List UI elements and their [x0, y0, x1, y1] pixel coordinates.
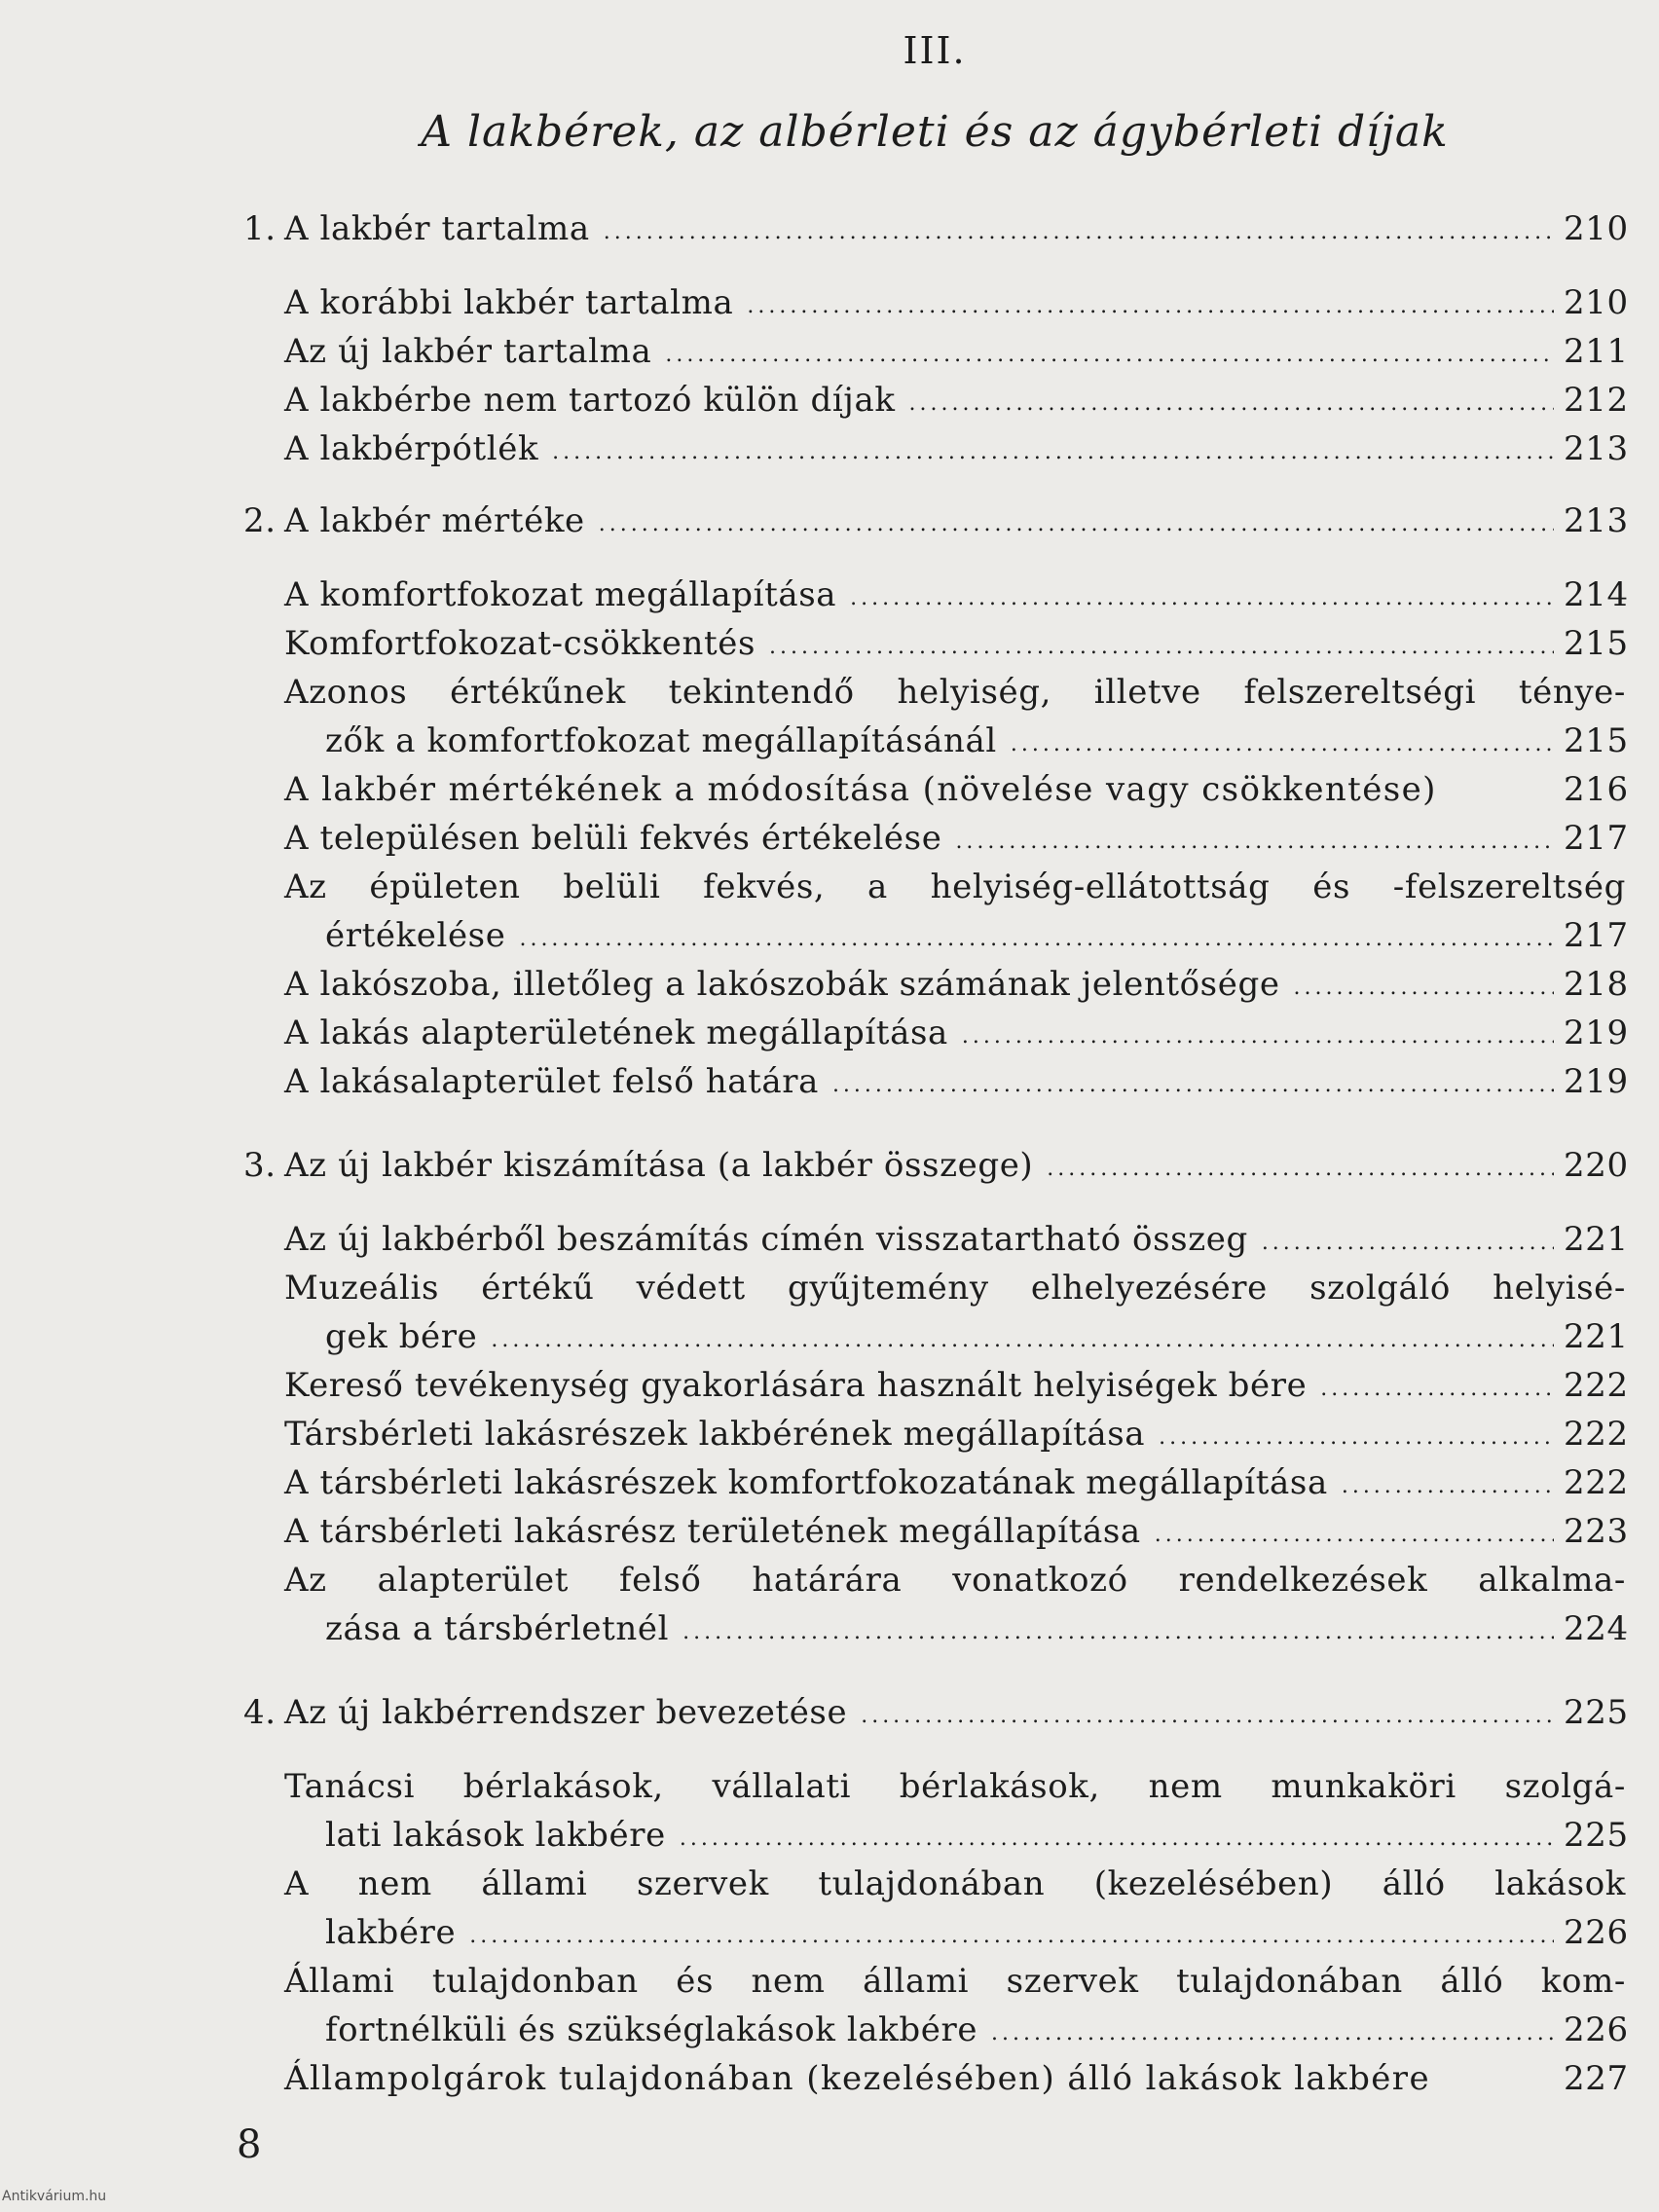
entry-title: zők a komfortfokozat megállapításánál [325, 721, 997, 760]
page-ref: 227 [1564, 2059, 1629, 2098]
toc-entry-line1: Az alapterület felső határára vonatkozó rendelkezések alkalma- [284, 1561, 1626, 1600]
dot-leader [1262, 1233, 1554, 1254]
dot-leader [909, 393, 1554, 415]
entry-title: A korábbi lakbér tartalma [284, 283, 734, 322]
page-ref: 224 [1564, 1609, 1629, 1648]
entry-title: zása a társbérletnél [325, 1609, 670, 1648]
page-ref: 223 [1564, 1512, 1629, 1551]
entry-title: A lakbérpótlék [284, 429, 539, 468]
page-ref: 217 [1564, 916, 1629, 955]
toc-entry [243, 1811, 1629, 1860]
toc-entry [243, 1215, 1629, 1264]
dot-leader [832, 1075, 1554, 1096]
toc-entry [243, 1057, 1629, 1106]
toc-entry [243, 1604, 1629, 1653]
toc-entry [243, 1009, 1629, 1057]
page-ref: 214 [1564, 575, 1629, 614]
dot-leader [861, 1706, 1554, 1727]
toc-entry-line1: Tanácsi bérlakások, vállalati bérlakások, nem munkaköri szolgá- [284, 1767, 1626, 1806]
entry-title: A lakbér mértékének a módosítása (növelése vagy csökkentése) [284, 770, 1437, 809]
page-number: 8 [237, 2122, 262, 2167]
toc-section-heading [243, 1688, 1629, 1737]
entry-title: A társbérleti lakásrészek komfortfokozatának megállapítása [284, 1463, 1328, 1502]
section-number: 3. [243, 1146, 276, 1185]
dot-leader [1011, 734, 1554, 756]
toc-entry [243, 717, 1629, 765]
page-ref: 226 [1564, 1913, 1629, 1952]
toc-entry [243, 1410, 1629, 1458]
dot-leader [491, 1330, 1554, 1351]
toc-section-3 [243, 1141, 1629, 1653]
toc-section-heading [243, 497, 1629, 545]
page-ref: 225 [1564, 1816, 1629, 1855]
page-ref: 215 [1564, 624, 1629, 663]
entry-title: lakbére [325, 1913, 457, 1952]
toc-entry [243, 1908, 1629, 1957]
table-of-contents [243, 204, 1629, 2126]
dot-leader [962, 1026, 1554, 1048]
dot-leader [680, 1828, 1554, 1850]
toc-entry [243, 327, 1629, 376]
toc-entry [243, 2054, 1629, 2103]
page-ref: 221 [1564, 1220, 1629, 1259]
dot-leader [599, 514, 1554, 535]
toc-entry [243, 571, 1629, 619]
page-ref: 213 [1564, 501, 1629, 540]
dot-leader [747, 296, 1554, 317]
section-title: Az új lakbér kiszámítása (a lakbér összege) [284, 1146, 1034, 1185]
page-ref: 215 [1564, 721, 1629, 760]
toc-section-heading [243, 1141, 1629, 1190]
dot-leader [552, 442, 1554, 463]
toc-section-2 [243, 497, 1629, 1106]
dot-leader [1342, 1476, 1554, 1497]
toc-entry [243, 765, 1629, 814]
entry-title: lati lakások lakbére [325, 1816, 666, 1855]
page-ref: 226 [1564, 2010, 1629, 2049]
toc-entry [243, 376, 1629, 424]
entry-title: A társbérleti lakásrész területének megállapítása [284, 1512, 1141, 1551]
page-ref: 222 [1564, 1415, 1629, 1454]
page-ref: 210 [1564, 283, 1629, 322]
page-ref: 222 [1564, 1366, 1629, 1405]
section-number: 1. [243, 209, 276, 248]
section-number: 4. [243, 1693, 276, 1732]
toc-entry [243, 814, 1629, 863]
toc-entry-line1: Állami tulajdonban és nem állami szervek tulajdonában álló kom- [284, 1962, 1626, 2001]
dot-leader [1294, 977, 1554, 999]
page-ref: 211 [1564, 332, 1629, 371]
toc-entry [243, 278, 1629, 327]
dot-leader [1320, 1379, 1554, 1400]
toc-section-heading [243, 204, 1629, 253]
page-ref: 220 [1564, 1146, 1629, 1185]
entry-title: fortnélküli és szükséglakások lakbére [325, 2010, 978, 2049]
page-ref: 218 [1564, 965, 1629, 1004]
entry-title: Kereső tevékenység gyakorlására használt helyiségek bére [284, 1366, 1308, 1405]
toc-entry-line1: Az épületen belüli fekvés, a helyiség-ellátottság és -felszereltség [284, 867, 1626, 906]
toc-entry [243, 1458, 1629, 1507]
entry-title: A lakásalapterület felső határa [284, 1062, 819, 1101]
dot-leader [955, 831, 1554, 853]
toc-entry [243, 1507, 1629, 1556]
dot-leader [1155, 1525, 1554, 1546]
entry-title: Társbérleti lakásrészek lakbérének megállapítása [284, 1415, 1146, 1454]
entry-title: A lakbérbe nem tartozó külön díjak [284, 381, 896, 420]
entry-title: Az új lakbérből beszámítás címén visszatartható összeg [284, 1220, 1248, 1259]
entry-title: A lakás alapterületének megállapítása [284, 1014, 948, 1052]
toc-entry-line1: Azonos értékűnek tekintendő helyiség, illetve felszereltségi ténye- [284, 673, 1626, 712]
section-number: 2. [243, 501, 276, 540]
dot-leader [682, 1622, 1554, 1643]
dot-leader [991, 2023, 1554, 2045]
entry-title: Állampolgárok tulajdonában (kezelésében) álló lakások lakbére [284, 2059, 1430, 2098]
chapter-title: A lakbérek, az albérleti és az ágybérleti díjak [421, 107, 1449, 157]
dot-leader [1047, 1159, 1554, 1180]
entry-title: A lakószoba, illetőleg a lakószobák számának jelentősége [284, 965, 1280, 1004]
watermark: Antikvárium.hu [2, 2189, 107, 2204]
section-title: A lakbér tartalma [284, 209, 590, 248]
entry-title: A településen belüli fekvés értékelése [284, 819, 942, 858]
page-ref: 222 [1564, 1463, 1629, 1502]
dot-leader [850, 588, 1554, 609]
dot-leader [604, 222, 1554, 243]
dot-leader [469, 1926, 1554, 1947]
toc-entry [243, 2006, 1629, 2054]
entry-title: Az új lakbér tartalma [284, 332, 652, 371]
section-title: A lakbér mértéke [284, 501, 585, 540]
page-ref: 219 [1564, 1014, 1629, 1052]
entry-title: A komfortfokozat megállapítása [284, 575, 837, 614]
dot-leader [519, 929, 1554, 950]
page-ref: 221 [1564, 1317, 1629, 1356]
toc-section-4 [243, 1688, 1629, 2103]
chapter-number: III. [903, 29, 967, 72]
toc-entry [243, 619, 1629, 668]
page-ref: 225 [1564, 1693, 1629, 1732]
page-ref: 212 [1564, 381, 1629, 420]
entry-title: értékelése [325, 916, 506, 955]
toc-entry [243, 1312, 1629, 1361]
page-ref: 219 [1564, 1062, 1629, 1101]
page-ref: 213 [1564, 429, 1629, 468]
page-ref: 216 [1564, 770, 1629, 809]
toc-entry [243, 424, 1629, 473]
toc-entry [243, 1361, 1629, 1410]
toc-entry-line1: A nem állami szervek tulajdonában (kezelésében) álló lakások [284, 1864, 1626, 1903]
entry-title: Komfortfokozat-csökkentés [284, 624, 756, 663]
dot-leader [665, 345, 1554, 366]
toc-entry-line1: Muzeális értékű védett gyűjtemény elhelyezésére szolgáló helyisé- [284, 1269, 1626, 1308]
dot-leader [1159, 1427, 1554, 1449]
toc-entry [243, 960, 1629, 1009]
toc-section-1 [243, 204, 1629, 473]
section-title: Az új lakbérrendszer bevezetése [284, 1693, 848, 1732]
page-ref: 217 [1564, 819, 1629, 858]
toc-entry [243, 911, 1629, 960]
page-ref: 210 [1564, 209, 1629, 248]
dot-leader [769, 637, 1554, 658]
entry-title: gek bére [325, 1317, 478, 1356]
